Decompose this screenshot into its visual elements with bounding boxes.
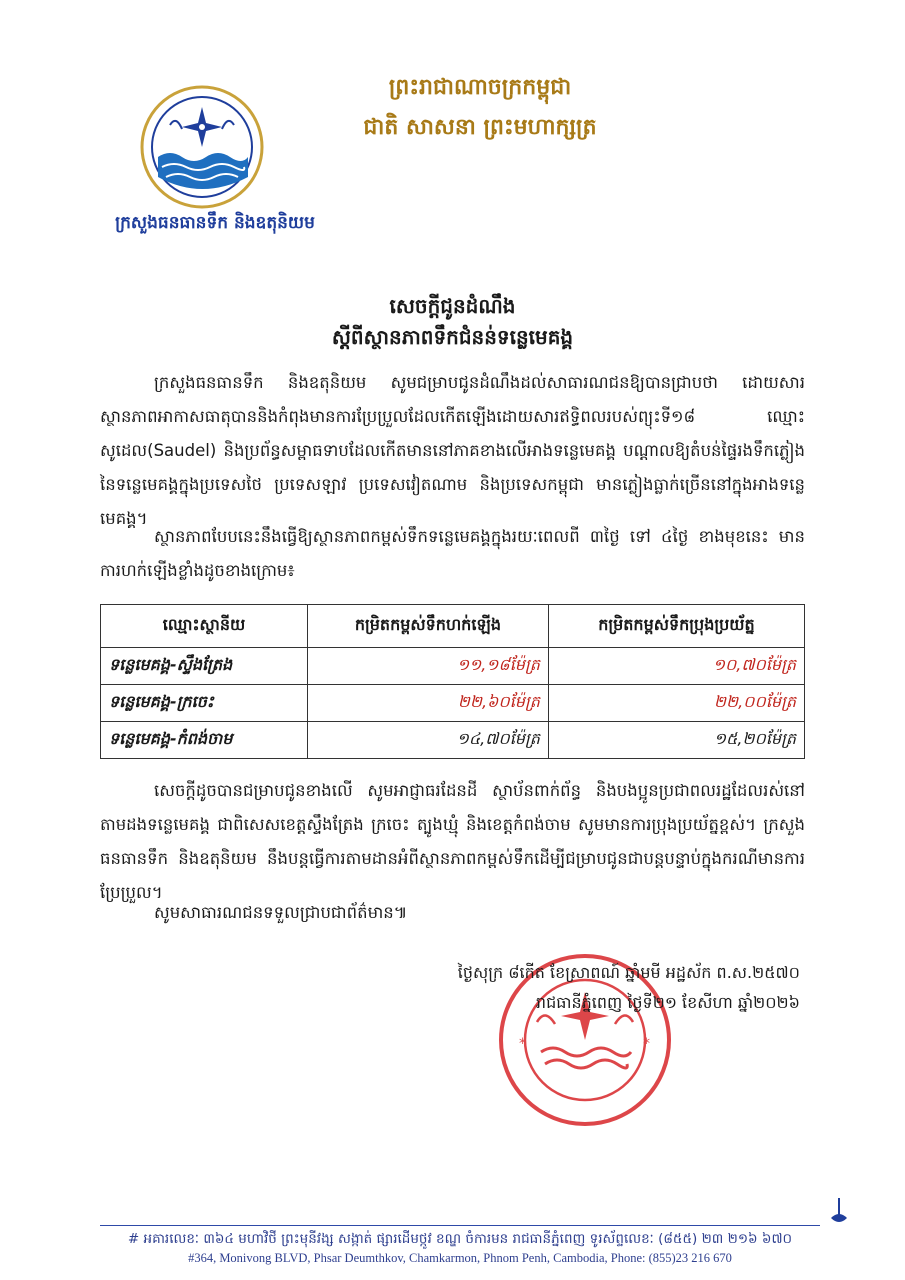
- column-header-rise: កម្រិតកម្ពស់ទឹកហក់ឡើង: [308, 605, 549, 648]
- svg-text:*: *: [643, 1036, 650, 1052]
- dateline: [380, 958, 800, 1018]
- footer-address-en: #364, Monivong BLVD, Phsar Deumthkov, Chamkarmon, Phnom Penh, Cambodia, Phone: (855)23 216 670: [188, 1251, 732, 1265]
- rise-level: ១៤,៧០ម៉ែត្រ: [308, 722, 549, 759]
- table-header-row: [101, 605, 805, 648]
- title-line-2: ស្តីពីស្ថានភាពទឹកជំនន់ទន្លេមេគង្គ: [331, 325, 574, 349]
- rise-level: ២២,៦០ម៉ែត្រ: [308, 685, 549, 722]
- notice-title: [100, 290, 805, 352]
- alert-level: ២២,០០ម៉ែត្រ: [548, 685, 804, 722]
- station-name: ទន្លេមេគង្គ-ក្រចេះ: [101, 685, 308, 722]
- kingdom-motto: [330, 68, 630, 148]
- ministry-name: ក្រសួងធនធានទឹក និងឧតុនិយម: [115, 213, 315, 233]
- ministry-logo-icon: [140, 85, 264, 209]
- signature-mark-icon: [826, 1196, 852, 1226]
- water-level-table: [100, 604, 805, 759]
- rise-level: ១១,១៨ម៉ែត្រ: [308, 648, 549, 685]
- table-row: [101, 685, 805, 722]
- kingdom-line-1: ព្រះរាជាណាចក្រកម្ពុជា: [388, 75, 572, 100]
- lunar-date: ថ្ងៃសុក្រ ៨កើត ខែស្រាពណ៍ ឆ្នាំមមី អដ្ឋស័ក ព.ស.២៥៧០: [457, 963, 800, 982]
- table-row: [101, 722, 805, 759]
- footer-address-kh: # អគារលេខៈ ៣៦៤ មហាវិថី ព្រះមុនីវង្ស សង្កាត់ ផ្សារដើមថ្កូវ ខណ្ឌ ចំការមន រាជធានីភ្នំពេញ ទូរស័ព្ទលេខៈ (៨៥៥) ២៣ ២១៦ ៦៧០: [127, 1231, 793, 1247]
- footer-divider: [100, 1225, 820, 1226]
- body-paragraph-2: ស្ថានភាពបែបនេះនឹងធ្វើឱ្យស្ថានភាពកម្ពស់ទឹកទន្លេមេគង្គក្នុងរយៈពេលពី ៣ថ្ងៃ ទៅ ៤ថ្ងៃ ខាងមុខនេះ មានការហក់ឡើងខ្លាំងដូចខាងក្រោម៖: [100, 527, 805, 580]
- station-name: ទន្លេមេគង្គ-ស្ទឹងត្រែង: [101, 648, 308, 685]
- alert-level: ១០,៧០ម៉ែត្រ: [548, 648, 804, 685]
- alert-level: ១៥,២០ម៉ែត្រ: [548, 722, 804, 759]
- station-name: ទន្លេមេគង្គ-កំពង់ចាម: [101, 722, 308, 759]
- title-line-1: សេចក្តីជូនដំណឹង: [389, 294, 516, 318]
- column-header-alert: កម្រិតកម្ពស់ទឹកប្រុងប្រយ័ត្ន: [548, 605, 804, 648]
- body-paragraph-4: សូមសាធារណជនទទួលជ្រាបជាព័ត៌មាន៕: [154, 903, 408, 922]
- column-header-station: ឈ្មោះស្ថានីយ: [101, 605, 308, 648]
- solar-date: រាជធានីភ្នំពេញ ថ្ងៃទី២១ ខែសីហា ឆ្នាំ២០២៦: [535, 993, 800, 1012]
- table-row: [101, 648, 805, 685]
- body-paragraph-1: ក្រសួងធនធានទឹក និងឧតុនិយម សូមជម្រាបជូនដំណឹងដល់សាធារណជនឱ្យបានជ្រាបថា ដោយសារស្ថានភាពអាកាសធាតុបាននិងកំពុងមានការប្រែប្រួលដែលកើតឡើងដោយសារឥទ្ធិពលរបស់ព្យុះទី១៨ ឈ្មោះ សូដេល(Saudel) និងប្រព័ន្ធសម្ពាធទាបដែលកើតមាននៅភាគខាងលើអាងទន្លេមេគង្គ បណ្តាលឱ្យតំបន់ផ្ទៃរងទឹកភ្លៀងនៃទន្លេមេគង្គក្នុងប្រទេសថៃ ប្រទេសឡាវ ប្រទេសវៀតណាម និងប្រទេសកម្ពុជា មានភ្លៀងធ្លាក់ច្រើននៅក្នុងអាងទន្លេមេគង្គ។: [100, 373, 805, 528]
- kingdom-line-2: ជាតិ សាសនា ព្រះមហាក្សត្រ: [363, 115, 597, 140]
- body-paragraph-3: សេចក្តីដូចបានជម្រាបជូនខាងលើ សូមអាជ្ញាធរដែនដី ស្ថាប័នពាក់ព័ន្ធ និងបងប្អូនប្រជាពលរដ្ឋដែលរស់នៅតាមដងទន្លេមេគង្គ ជាពិសេសខេត្តស្ទឹងត្រែង ក្រចេះ ត្បូងឃ្មុំ និងខេត្តកំពង់ចាម សូមមានការប្រុងប្រយ័ត្នខ្ពស់។ ក្រសួងធនធានទឹក និងឧតុនិយម នឹងបន្តធ្វើការតាមដានអំពីស្ថានភាពកម្ពស់ទឹកដើម្បីជម្រាបជូនជាបន្តបន្ទាប់ក្នុងករណីមានការប្រែប្រួល។: [100, 781, 805, 902]
- svg-text:*: *: [519, 1036, 526, 1052]
